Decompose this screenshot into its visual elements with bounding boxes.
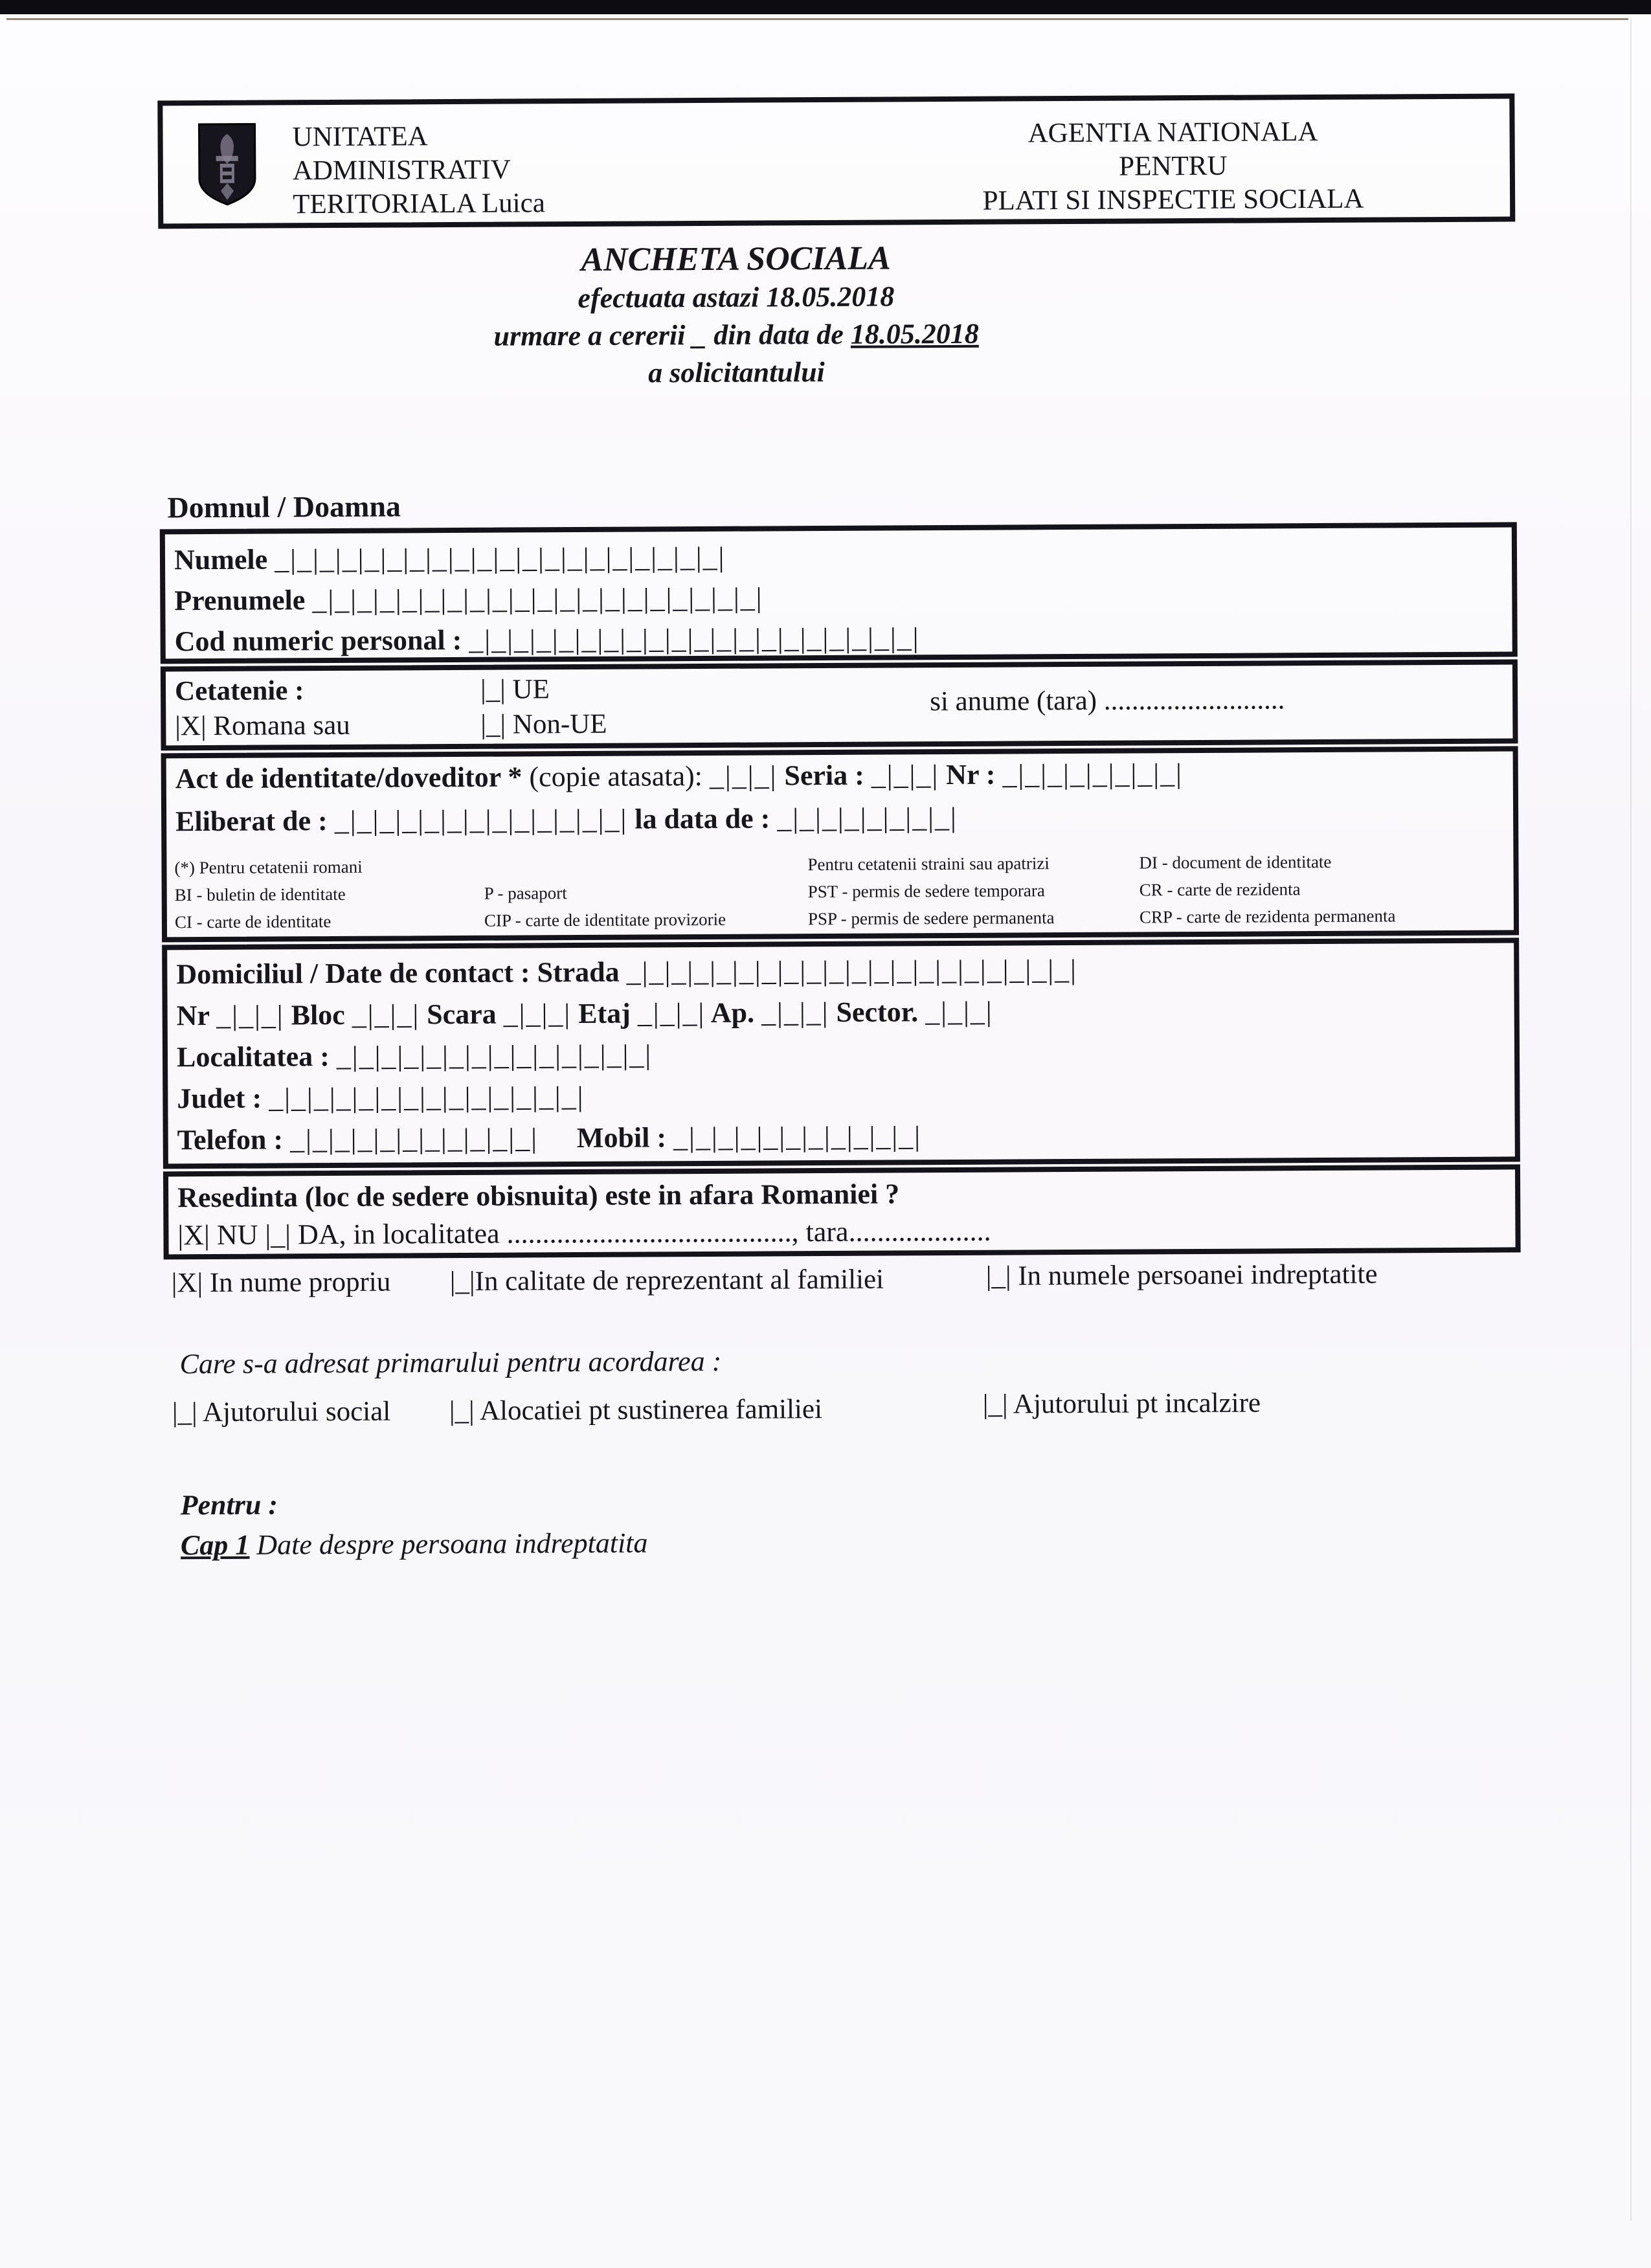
residence-answer: |X| NU |_| DA, in localitatea ........................................, tara.................... [177, 1215, 991, 1252]
bloc-field: _|_|_| [352, 998, 420, 1031]
building-row [177, 988, 1514, 1037]
legend-romanian-header: (*) Pentru cetatenii romani [174, 857, 363, 878]
localitatea-row [177, 1029, 1514, 1078]
citizenship-col-eu [480, 672, 607, 743]
request-line-pre: urmare a cererii _ din data de [493, 318, 851, 352]
cnp-label: Cod numeric personal : [174, 623, 469, 658]
unit-line-3: TERITORIALA Luica [293, 188, 545, 220]
document-title-block [127, 237, 1345, 395]
name-box [160, 522, 1518, 664]
title-request-line [128, 313, 1345, 357]
localitatea-field: _|_|_|_|_|_|_|_|_|_|_|_|_|_| [336, 1039, 653, 1072]
residence-box [163, 1164, 1521, 1259]
title-applicant-line: a solicitantului [648, 356, 825, 389]
prenumele-row [174, 573, 1512, 621]
header-box [157, 93, 1515, 229]
unit-line-1: UNITATEA [292, 121, 428, 153]
strada-label: Domiciliul / Date de contact : Strada [176, 956, 627, 991]
title-date-line: efectuata astazi 18.05.2018 [578, 280, 895, 314]
ladata-field: _|_|_|_|_|_|_|_| [777, 801, 958, 835]
cnp-field: _|_|_|_|_|_|_|_|_|_|_|_|_|_|_|_|_|_|_|_| [469, 622, 920, 656]
agency-line-3: PLATI SI INSPECTIE SOCIALA [982, 183, 1364, 216]
entitled-person-checkbox: |_| In numele persoanei indreptatite [985, 1259, 1378, 1292]
act-identitate-row [175, 757, 1183, 795]
legend-bi: BI - buletin de identitate [174, 884, 346, 905]
sector-field: _|_|_| [925, 995, 993, 1028]
legend-p: P - pasaport [484, 883, 567, 903]
telefon-field: _|_|_|_|_|_|_|_|_|_|_| [289, 1122, 539, 1156]
citizenship-col-main [175, 673, 350, 744]
non-ue-checkbox: |_| Non-UE [480, 708, 607, 740]
legend-cip: CIP - carte de identitate provizorie [484, 909, 726, 930]
phone-row [177, 1112, 1515, 1161]
eliberat-field: _|_|_|_|_|_|_|_|_|_|_|_|_| [334, 803, 628, 836]
unit-line-2: ADMINISTRATIV [292, 154, 511, 186]
id-legend [174, 847, 1509, 936]
family-allowance-checkbox: |_| Alocatiei pt sustinerea familiei [449, 1394, 823, 1427]
etaj-label: Etaj [571, 997, 638, 1030]
etaj-field: _|_|_| [637, 996, 706, 1029]
heating-aid-checkbox: |_| Ajutorului pt incalzire [982, 1387, 1261, 1420]
localitatea-label: Localitatea : [176, 1040, 337, 1073]
legend-psp: PSP - permis de sedere permanenta [807, 908, 1055, 929]
request-date: 18.05.2018 [850, 317, 979, 350]
national-agency-name [862, 115, 1484, 219]
pentru-heading: Pentru : [180, 1488, 278, 1521]
judet-field: _|_|_|_|_|_|_|_|_|_|_|_|_|_| [269, 1080, 585, 1114]
act-field: _|_|_| [709, 759, 778, 792]
citizenship-box [161, 659, 1518, 750]
act-label: Act de identitate/doveditor * [175, 761, 522, 795]
act-note: (copie atasata): [522, 759, 710, 793]
seria-label: Seria : [777, 759, 871, 792]
mobil-label: Mobil : [576, 1121, 674, 1154]
addr-nr-label: Nr [176, 999, 217, 1032]
mobil-field: _|_|_|_|_|_|_|_|_|_|_| [673, 1120, 922, 1154]
romania-coat-of-arms-icon [196, 122, 258, 207]
strada-field: _|_|_|_|_|_|_|_|_|_|_|_|_|_|_|_|_|_|_|_| [626, 953, 1077, 988]
issuing-unit-name [292, 119, 545, 221]
legend-pst: PST - permis de sedere temporara [807, 881, 1045, 902]
addr-nr-field: _|_|_| [216, 999, 284, 1031]
ap-field: _|_|_| [761, 996, 829, 1029]
legend-cr: CR - carte de rezidenta [1139, 879, 1301, 900]
legend-empty-cell [484, 851, 807, 880]
own-name-checkbox: |X| In nume propriu [171, 1266, 391, 1299]
ue-checkbox: |_| UE [480, 674, 550, 705]
cnp-row [175, 614, 1512, 662]
social-aid-checkbox: |_| Ajutorului social [172, 1396, 391, 1428]
agency-line-2: PENTRU [1119, 150, 1228, 182]
judet-label: Judet : [177, 1082, 269, 1115]
chapter-1-title: Date despre persoana indreptatita [249, 1527, 648, 1561]
legend-di: DI - document de identitate [1139, 851, 1332, 873]
salutation-heading: Domnul / Doamna [167, 489, 401, 524]
seria-field: _|_|_| [871, 759, 939, 791]
bloc-label: Bloc [284, 998, 352, 1031]
numele-field: _|_|_|_|_|_|_|_|_|_|_|_|_|_|_|_|_|_|_|_| [275, 541, 726, 576]
cetatenie-label: Cetatenie : [174, 675, 304, 707]
scara-label: Scara [420, 998, 504, 1031]
request-intro-line: Care s-a adresat primarului pentru acordarea : [179, 1345, 722, 1380]
scara-field: _|_|_| [503, 998, 572, 1030]
family-representative-checkbox: |_|In calitate de reprezentant al familiei [449, 1264, 884, 1297]
ap-label: Ap. [705, 996, 762, 1029]
legend-crp: CRP - carte de rezidenta permanenta [1139, 906, 1396, 927]
judet-row [177, 1071, 1514, 1119]
numele-label: Numele [174, 543, 275, 576]
nr-field: _|_|_|_|_|_|_|_| [1002, 758, 1183, 791]
numele-row [174, 532, 1512, 580]
strada-row [176, 947, 1514, 995]
nr-label: Nr : [939, 758, 1003, 791]
eliberat-row [175, 801, 958, 838]
prenumele-label: Prenumele [174, 584, 313, 617]
address-box [162, 938, 1520, 1169]
sector-label: Sector. [829, 996, 926, 1028]
chapter-1-number: Cap 1 [180, 1529, 250, 1562]
chapter-1-heading [181, 1526, 648, 1562]
telefon-label: Telefon : [177, 1123, 291, 1156]
agency-line-1: AGENTIA NATIONALA [1028, 117, 1318, 149]
prenumele-field: _|_|_|_|_|_|_|_|_|_|_|_|_|_|_|_|_|_|_|_| [312, 581, 763, 616]
legend-ci: CI - carte de identitate [174, 912, 331, 932]
ladata-label: la data de : [627, 802, 778, 835]
document-title: ANCHETA SOCIALA [581, 240, 891, 278]
citizenship-country-line: si anume (tara) .......................... [930, 684, 1285, 717]
residence-question: Resedinta (loc de sedere obisnuita) este in afara Romaniei ? [177, 1178, 900, 1214]
identity-document-box [161, 746, 1520, 942]
eliberat-label: Eliberat de : [175, 804, 335, 838]
legend-foreign-header: Pentru cetatenii straini sau apatrizi [807, 853, 1050, 875]
romana-checkbox: |X| Romana sau [175, 710, 350, 742]
